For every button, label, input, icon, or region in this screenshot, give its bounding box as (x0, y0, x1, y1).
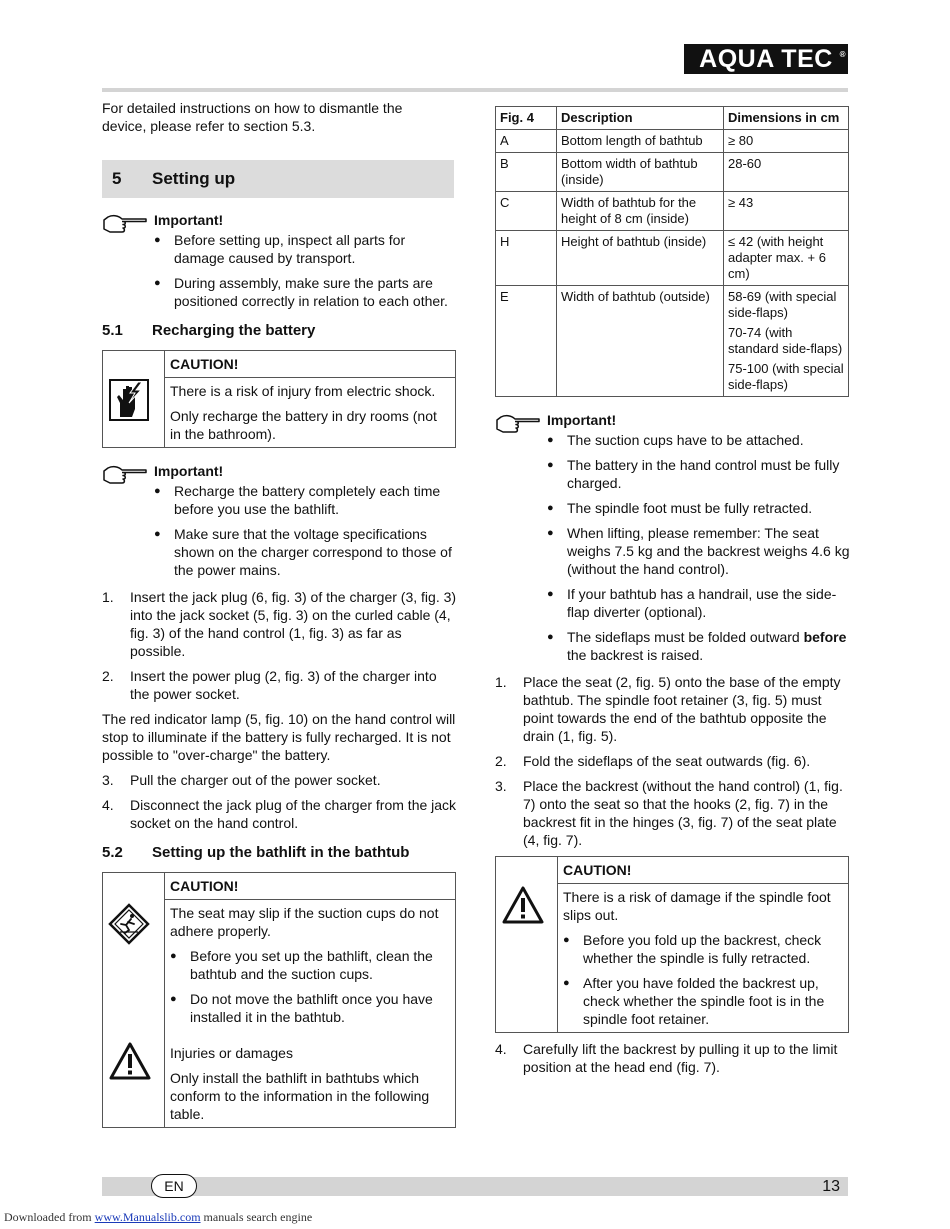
important-note-3 (495, 411, 850, 664)
important-list (154, 231, 457, 310)
download-prefix: Downloaded from (4, 1210, 92, 1224)
step-item (102, 588, 457, 660)
list-item-text: the backrest is raised. (567, 647, 704, 663)
language-badge: EN (151, 1174, 197, 1198)
list-item: ● Before setting up, inspect all parts for damage caused by transport. (154, 231, 457, 267)
important-title: Important! (154, 463, 224, 479)
step-number: 3. (495, 778, 507, 794)
table-header: Description (557, 107, 724, 130)
list-item: ● Before you fold up the backrest, check whether the spindle is fully retracted. (563, 931, 843, 967)
list-item: ● After you have folded the backrest up, check whether the spindle foot is in the spindle foot retainer. (563, 974, 843, 1028)
table-row (496, 192, 849, 231)
step-item (102, 667, 457, 703)
subsection-5-2-heading (102, 844, 457, 862)
dimension-value: 58-69 (with special side-flaps) (728, 289, 837, 320)
caution-text: Only recharge the battery in dry rooms (not in the bathroom). (170, 408, 437, 442)
step-item (495, 752, 850, 770)
charging-steps (102, 588, 457, 703)
step-number: 1. (102, 589, 114, 605)
bathtub-dimensions-table (495, 106, 849, 397)
step-number: 2. (495, 753, 507, 769)
caution-text: There is a risk of injury from electric shock. (170, 383, 436, 399)
list-item: ● When lifting, please remember: The seat weighs 7.5 kg and the backrest weighs 4.6 kg (without the hand control). (547, 524, 850, 578)
step-item (495, 673, 850, 745)
caution-icon-cell (496, 857, 558, 1032)
caution-box-spindle (495, 856, 849, 1033)
subsection-5-1-heading (102, 322, 457, 340)
pointing-hand-icon (102, 211, 148, 235)
table-cell: H (496, 231, 557, 286)
caution-box-electric (102, 350, 456, 448)
page-number: 13 (822, 1178, 840, 1195)
table-cell: B (496, 153, 557, 192)
table-header: Dimensions in cm (724, 107, 849, 130)
aquatec-logo (684, 44, 848, 74)
table-row (496, 153, 849, 192)
step-item (495, 777, 850, 849)
caution-box-slip (102, 872, 456, 1128)
step-text: Place the backrest (without the hand control) (1, fig. 7) onto the seat so that the hooks (2, fig. 7) in the backrest fit in the hinges (3, fig. 7) of the seat plate (4, fig. 7). (523, 778, 843, 848)
step-text: Carefully lift the backrest by pulling it up to the limit position at the head end (fig. 7). (523, 1041, 838, 1075)
table-row (496, 130, 849, 153)
section-number: 5 (112, 169, 122, 188)
list-item (547, 628, 850, 664)
table-cell (724, 286, 849, 397)
list-item: ● If your bathtub has a handrail, use the side-flap diverter (optional). (547, 585, 850, 621)
dimension-value: 75-100 (with special side-flaps) (728, 361, 844, 392)
registered-mark: ® (839, 50, 846, 59)
table-cell: C (496, 192, 557, 231)
caution-title: CAUTION! (165, 351, 455, 378)
step-text: Disconnect the jack plug of the charger from the jack socket on the hand control. (130, 797, 457, 831)
important-list (154, 482, 457, 579)
caution-icon-cell (103, 351, 165, 447)
caution-text: The seat may slip if the suction cups do not adhere properly. (170, 905, 439, 939)
subsection-number: 5.1 (102, 322, 123, 339)
caution-list (170, 947, 450, 1026)
pointing-hand-icon (102, 462, 148, 486)
step-number: 1. (495, 674, 507, 690)
table-header: Fig. 4 (496, 107, 557, 130)
table-row (496, 286, 849, 397)
right-column (495, 106, 850, 1083)
table-cell: 28-60 (724, 153, 849, 192)
table-cell: Bottom width of bathtub (inside) (557, 153, 724, 192)
table-cell: Width of bathtub (outside) (557, 286, 724, 397)
step-item (102, 796, 457, 832)
table-cell: Width of bathtub for the height of 8 cm (inside) (557, 192, 724, 231)
table-cell: ≤ 42 (with height adapter max. + 6 cm) (724, 231, 849, 286)
step-number: 4. (102, 797, 114, 813)
step-number: 2. (102, 668, 114, 684)
step-number: 3. (102, 772, 114, 788)
table-cell: E (496, 286, 557, 397)
list-item: ● Do not move the bathlift once you have installed it in the bathtub. (170, 990, 450, 1026)
list-item: ● The spindle foot must be fully retracted. (547, 499, 850, 517)
section-title: Setting up (152, 169, 236, 188)
subsection-number: 5.2 (102, 844, 123, 861)
subsection-title: Recharging the battery (152, 322, 316, 339)
header-rule (102, 88, 848, 92)
caution-text: Injuries or damages (170, 1045, 293, 1061)
list-item: ● Recharge the battery completely each time before you use the bathlift. (154, 482, 457, 518)
manualslib-link[interactable]: www.Manualslib.com (94, 1210, 201, 1224)
table-cell: Height of bathtub (inside) (557, 231, 724, 286)
table-cell: A (496, 130, 557, 153)
step-text: Pull the charger out of the power socket. (130, 772, 381, 788)
step-text: Fold the sideflaps of the seat outwards (fig. 6). (523, 753, 811, 769)
table-cell: ≥ 43 (724, 192, 849, 231)
caution-list (563, 931, 843, 1028)
important-note-2 (102, 462, 457, 579)
step-item (495, 1040, 850, 1076)
caution-icon-cell (103, 873, 165, 1127)
download-suffix: manuals search engine (203, 1210, 313, 1224)
caution-title: CAUTION! (165, 873, 455, 900)
warning-triangle-icon (108, 1041, 152, 1081)
important-list (547, 431, 850, 664)
list-item: ● Before you set up the bathlift, clean the bathtub and the suction cups. (170, 947, 450, 983)
table-cell: ≥ 80 (724, 130, 849, 153)
list-item: ● The suction cups have to be attached. (547, 431, 850, 449)
caution-text: Only install the bathlift in bathtubs which conform to the information in the following table. (170, 1070, 430, 1122)
list-item: ● The battery in the hand control must be fully charged. (547, 456, 850, 492)
indicator-lamp-paragraph: The red indicator lamp (5, fig. 10) on the hand control will stop to illuminate if the battery is fully recharged. It is not possible to "over-charge" the battery. (102, 711, 456, 763)
step-number: 4. (495, 1041, 507, 1057)
intro-text: For detailed instructions on how to dismantle the device, please refer to section 5.3. (102, 100, 403, 134)
caution-title: CAUTION! (558, 857, 848, 884)
list-item-text: The sideflaps must be folded outward (567, 629, 800, 645)
caution-text: There is a risk of damage if the spindle foot slips out. (563, 889, 831, 923)
pointing-hand-icon (495, 411, 541, 435)
list-item-emphasis: before (803, 629, 847, 645)
list-item: ● During assembly, make sure the parts are positioned correctly in relation to each other. (154, 274, 457, 310)
step-text: Place the seat (2, fig. 5) onto the base of the empty bathtub. The spindle foot retainer (3, fig. 5) must point towards the end of the bathtub opposite the drain (1, fig. 5). (523, 674, 841, 744)
charging-steps-continued (102, 771, 457, 832)
list-item: ● Make sure that the voltage specifications shown on the charger correspond to those of the power mains. (154, 525, 457, 579)
step-text: Insert the power plug (2, fig. 3) of the charger into the power socket. (130, 668, 437, 702)
dimension-value: 70-74 (with standard side-flaps) (728, 325, 843, 356)
slip-hazard-icon (108, 903, 150, 945)
important-note-1 (102, 211, 457, 310)
section-5-heading (102, 160, 454, 198)
table-cell: Bottom length of bathtub (557, 130, 724, 153)
setup-steps-continued (495, 1040, 850, 1076)
step-text: Insert the jack plug (6, fig. 3) of the charger (3, fig. 3) into the jack socket (5, fig. 3) on the curled cable (4, fig. 3) of the hand control (1, fig. 3) as far as possible. (130, 589, 457, 659)
footer-bar (102, 1177, 848, 1196)
subsection-title: Setting up the bathlift in the bathtub (152, 844, 410, 861)
important-title: Important! (154, 212, 224, 228)
step-item (102, 771, 457, 789)
left-column (102, 99, 457, 1128)
table-header-row (496, 107, 849, 130)
important-title: Important! (547, 412, 617, 428)
download-credit (4, 1208, 312, 1226)
logo-text: AQUA TEC (699, 45, 833, 73)
setup-steps (495, 673, 850, 849)
table-row (496, 231, 849, 286)
warning-triangle-icon (501, 885, 545, 925)
electric-shock-icon (109, 379, 149, 421)
